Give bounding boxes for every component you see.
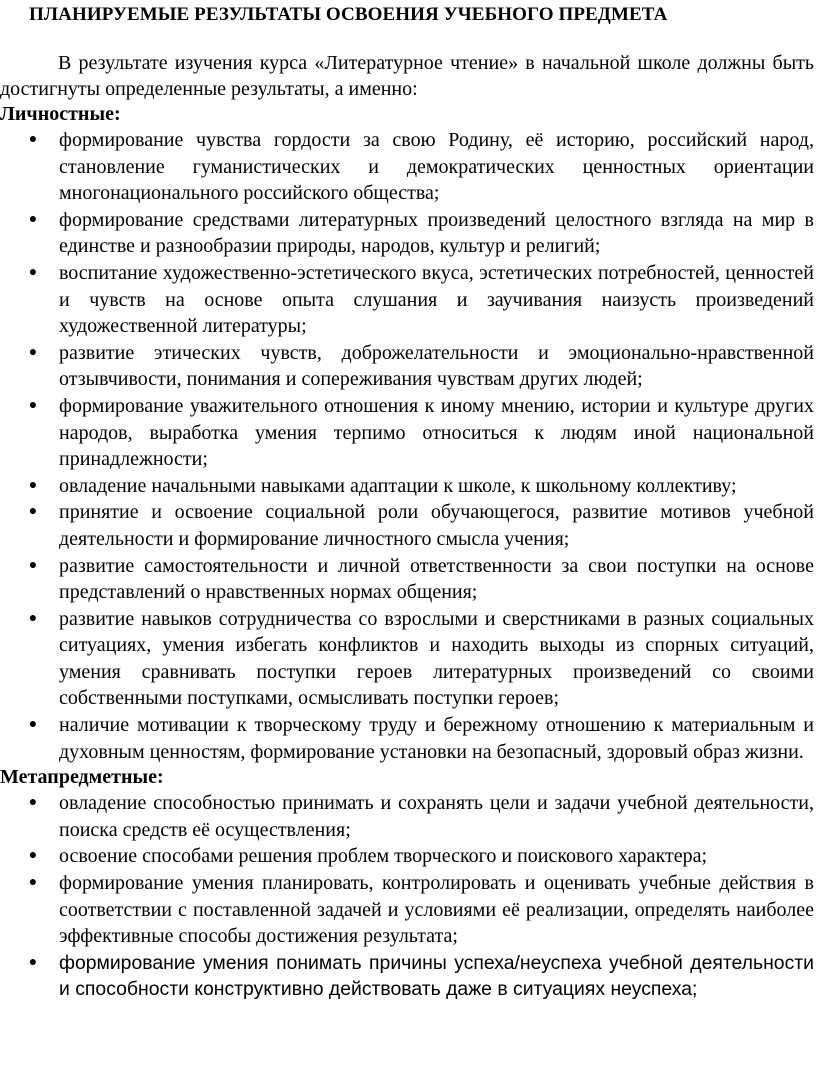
list-item-text: формирование средствами литературных произведений целостного взгляда на мир в единстве и разнообразии природы, народов, культур и религий; xyxy=(59,208,814,258)
bullet-icon: ● xyxy=(28,557,38,573)
list-item xyxy=(0,950,816,1003)
list-item-text: развитие навыков сотрудничества со взрослыми и сверстниками в разных социальных ситуациях, умения избегать конфликтов и находить выходы из спорных ситуаций, умения сравнивать поступки героев литературных произведений со своими собственными поступками, осмысливать поступки героев; xyxy=(59,607,814,710)
bullet-icon: ● xyxy=(28,477,38,493)
list-item xyxy=(0,473,816,500)
list-item-text: формирование уважительного отношения к иному мнению, истории и культуре других народов, выработка умения терпимо относиться к людям иной национальной принадлежности; xyxy=(59,394,814,471)
section-heading-metasubject: Метапредметные: xyxy=(0,766,164,789)
personal-results-list xyxy=(0,127,816,765)
list-item-text: принятие и освоение социальной роли обучающегося, развитие мотивов учебной деятельности и формирование личностного смысла учения; xyxy=(59,501,814,550)
list-item-text: развитие самостоятельности и личной ответственности за свои поступки на основе представлений о нравственных нормах общения; xyxy=(59,554,814,604)
list-item xyxy=(0,553,816,606)
list-item-text: наличие мотивации к творческому труду и бережному отношению к материальным и духовным ценностям, формирование установки на безопасный, здоровый образ жизни. xyxy=(59,714,814,763)
section-heading-personal: Личностные: xyxy=(0,103,121,125)
bullet-icon: ● xyxy=(28,397,38,413)
list-item xyxy=(0,127,816,207)
list-item xyxy=(0,499,816,552)
metasubject-results-list xyxy=(0,790,816,1003)
list-item-text: формирование умения понимать причины успеха/неуспеха учебной деятельности и способности конструктивно действовать даже в ситуациях неуспеха; xyxy=(59,951,814,1001)
list-item-text: формирование чувства гордости за свою Родину, её историю, российский народ, становление гуманистических и демократических ценностных ориентации многонационального российского общества; xyxy=(59,129,814,205)
list-item-text: воспитание художественно-эстетического вкуса, эстетических потребностей, ценностей и чувств на основе опыта слушания и заучивания наизусть произведений художественной литературы; xyxy=(59,261,814,338)
list-item-text: овладение начальными навыками адаптации к школе, к школьному коллективу; xyxy=(59,474,737,497)
bullet-icon: ● xyxy=(28,875,38,891)
bullet-icon: ● xyxy=(28,795,38,811)
list-item xyxy=(0,260,816,340)
list-item xyxy=(0,712,816,765)
list-item-text: развитие этических чувств, доброжелательности и эмоционально-нравственной отзывчивости, понимания и сопереживания чувствам других людей; xyxy=(59,341,814,391)
bullet-icon: ● xyxy=(28,264,38,280)
list-item xyxy=(0,843,816,870)
bullet-icon: ● xyxy=(28,344,38,360)
bullet-icon: ● xyxy=(28,211,38,227)
intro-paragraph: В результате изучения курса «Литературное чтение» в начальной школе должны быть достигнуты определенные результаты, а именно: xyxy=(0,52,814,100)
list-item-text: формирование умения планировать, контролировать и оценивать учебные действия в соответствии с поставленной задачей и условиями её реализации, определять наиболее эффективные способы достижения результата; xyxy=(59,872,814,948)
list-item xyxy=(0,340,816,393)
list-item xyxy=(0,393,816,473)
list-item-text: овладение способностью принимать и сохранять цели и задачи учебной деятельности, поиска средств её осуществления; xyxy=(59,792,814,841)
list-item xyxy=(0,606,816,712)
list-item xyxy=(0,790,816,843)
bullet-icon: ● xyxy=(28,504,38,520)
list-item xyxy=(0,870,816,950)
list-item xyxy=(0,207,816,260)
list-item-text: освоение способами решения проблем творческого и поискового характера; xyxy=(59,845,708,868)
bullet-icon: ● xyxy=(28,132,38,147)
bullet-icon: ● xyxy=(28,954,38,970)
bullet-icon: ● xyxy=(28,848,38,864)
bullet-icon: ● xyxy=(28,610,38,626)
bullet-icon: ● xyxy=(28,717,38,733)
document-title: ПЛАНИРУЕМЫЕ РЕЗУЛЬТАТЫ ОСВОЕНИЯ УЧЕБНОГО ПРЕДМЕТА xyxy=(29,4,668,25)
